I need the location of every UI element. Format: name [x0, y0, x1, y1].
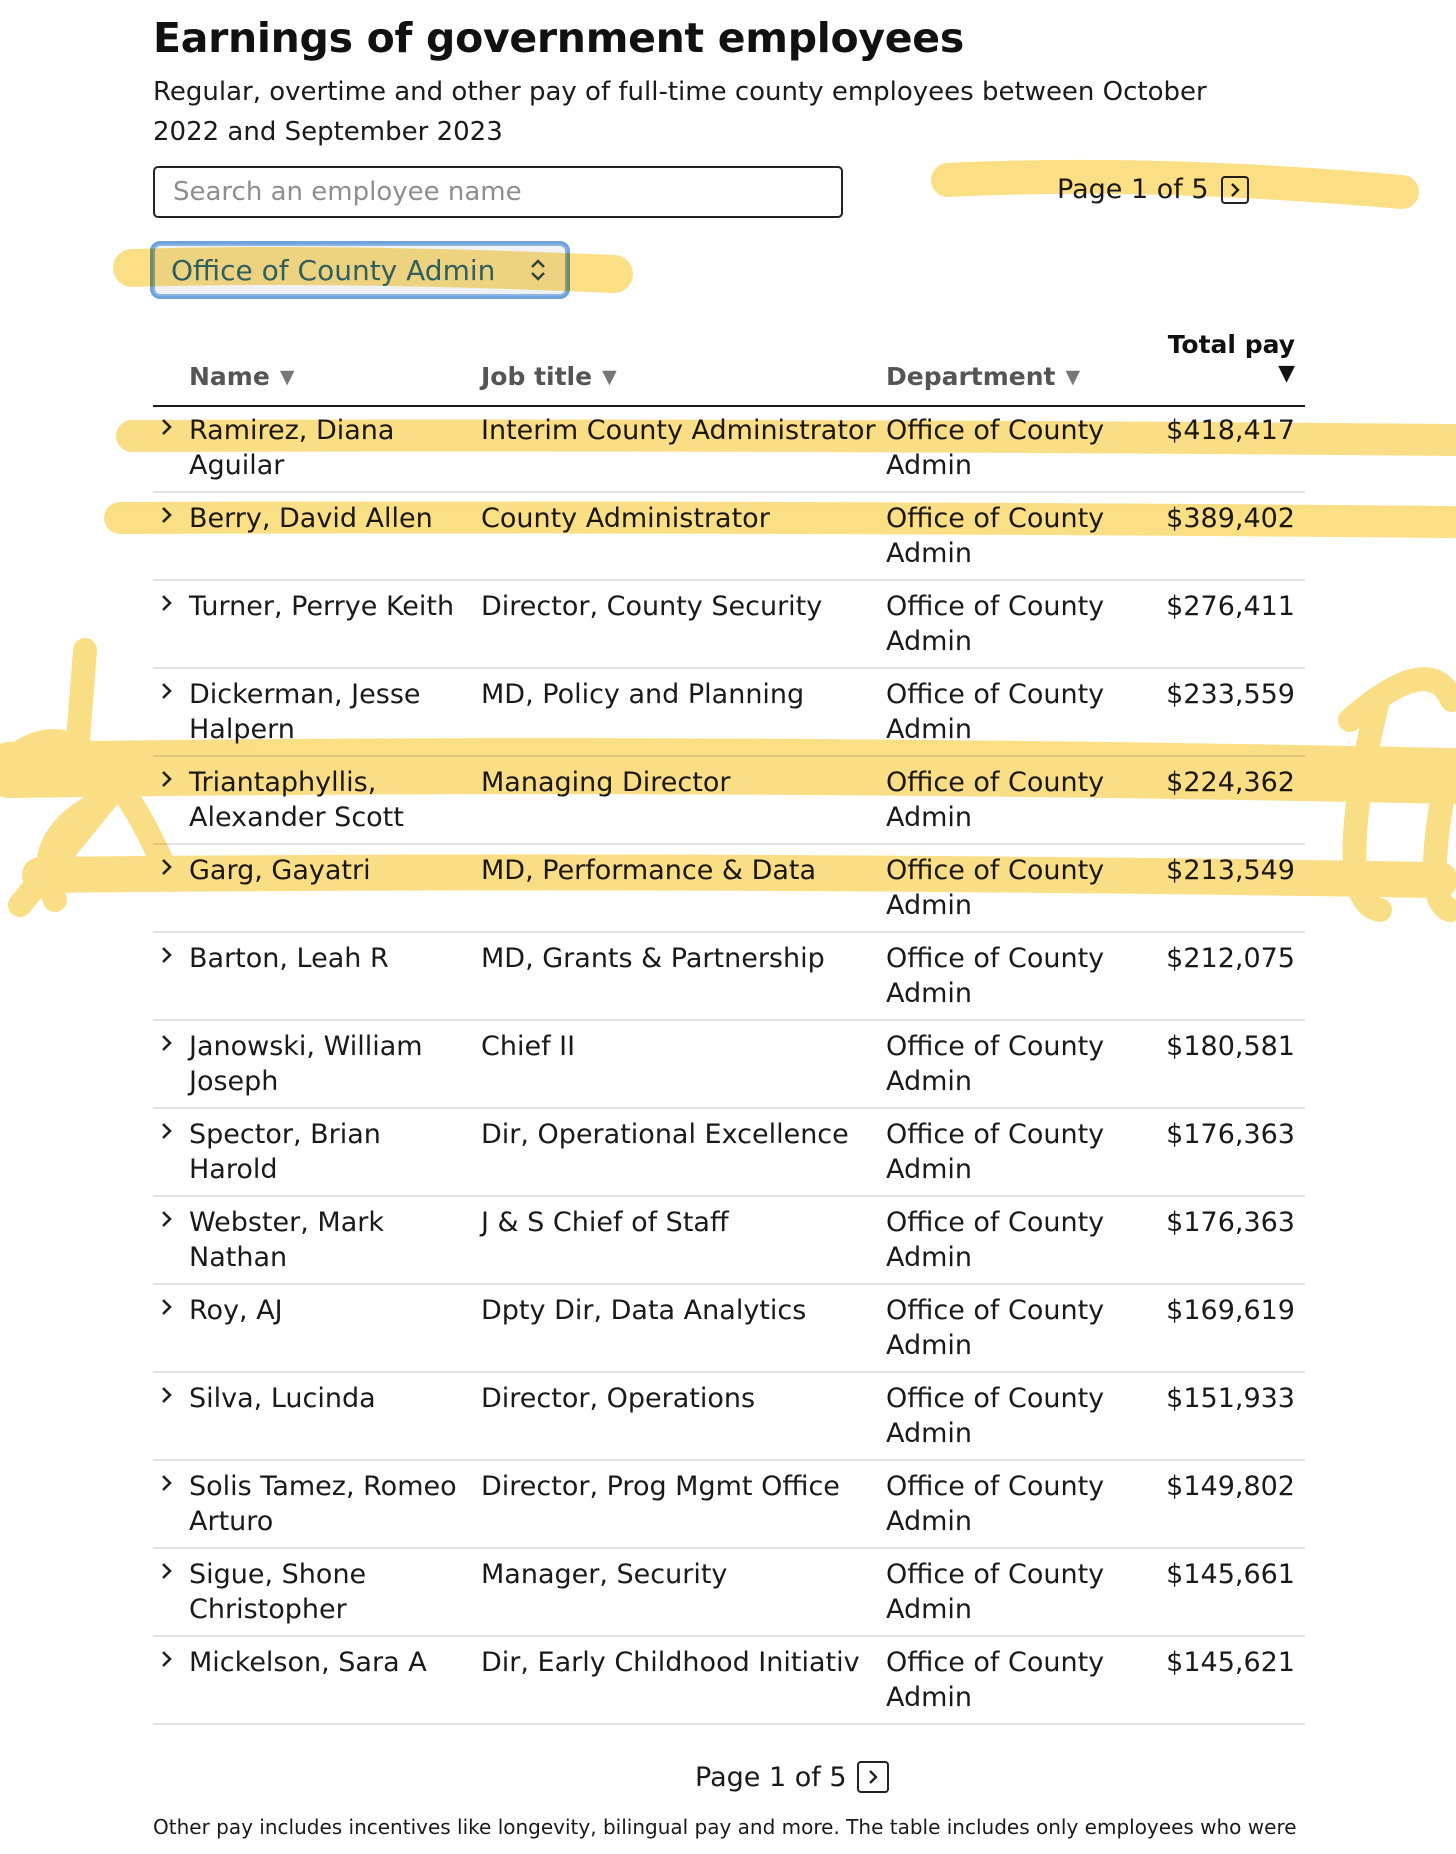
chevron-right-icon: [1228, 182, 1242, 198]
chevron-right-icon[interactable]: [159, 1473, 175, 1493]
job-title: Dpty Dir, Data Analytics: [481, 1295, 807, 1326]
table-row[interactable]: [153, 1549, 1305, 1637]
table-row[interactable]: [153, 933, 1305, 1021]
table-row[interactable]: [153, 757, 1305, 845]
chevron-right-icon: [866, 1769, 880, 1785]
column-header-department-label: Department: [886, 362, 1056, 391]
next-page-button[interactable]: [1221, 176, 1249, 204]
job-title: Dir, Operational Excellence: [481, 1119, 849, 1150]
table-row[interactable]: [153, 669, 1305, 757]
department: Office of County Admin: [886, 855, 1105, 921]
job-title: Director, Prog Mgmt Office: [481, 1471, 840, 1502]
total-pay: $169,619: [1166, 1295, 1295, 1326]
department: Office of County Admin: [886, 1295, 1105, 1361]
department: Office of County Admin: [886, 1119, 1105, 1185]
employee-name: Ramirez, Diana Aguilar: [189, 415, 395, 481]
table-header: [153, 320, 1305, 407]
chevron-right-icon[interactable]: [159, 857, 175, 877]
department-select[interactable]: [153, 244, 567, 296]
pagination-top: [1057, 174, 1249, 205]
job-title: J & S Chief of Staff: [481, 1207, 729, 1238]
chevron-right-icon[interactable]: [159, 1385, 175, 1405]
column-header-department[interactable]: [886, 362, 1080, 391]
total-pay: $145,661: [1166, 1559, 1295, 1590]
employee-name: Silva, Lucinda: [189, 1383, 376, 1414]
chevron-right-icon[interactable]: [159, 1561, 175, 1581]
table-row[interactable]: [153, 845, 1305, 933]
employee-name: Garg, Gayatri: [189, 855, 371, 886]
table-row[interactable]: [153, 1461, 1305, 1549]
column-header-name-label: Name: [189, 362, 270, 391]
column-header-job-title-label: Job title: [481, 362, 593, 391]
chevron-right-icon[interactable]: [159, 1297, 175, 1317]
employee-name: Webster, Mark Nathan: [189, 1207, 384, 1273]
job-title: Dir, Early Childhood Initiativ: [481, 1647, 860, 1678]
total-pay: $151,933: [1166, 1383, 1295, 1414]
total-pay: $213,549: [1166, 855, 1295, 886]
job-title: Manager, Security: [481, 1559, 728, 1590]
page-indicator: Page 1 of 5: [695, 1761, 847, 1793]
sort-triangle-icon: ▼: [602, 365, 617, 388]
chevron-right-icon[interactable]: [159, 417, 175, 437]
department: Office of County Admin: [886, 943, 1105, 1009]
job-title: County Administrator: [481, 503, 770, 534]
column-header-total-pay-label: Total pay: [1167, 330, 1295, 359]
department: Office of County Admin: [886, 591, 1105, 657]
chevron-right-icon[interactable]: [159, 1121, 175, 1141]
sort-triangle-icon: ▼: [1065, 365, 1081, 388]
department: Office of County Admin: [886, 767, 1105, 833]
employee-name: Sigue, Shone Christopher: [189, 1559, 367, 1625]
chevron-right-icon[interactable]: [159, 1209, 175, 1229]
employee-name: Solis Tamez, Romeo Arturo: [189, 1471, 457, 1537]
employee-name: Berry, David Allen: [189, 503, 433, 534]
column-header-name[interactable]: [189, 362, 294, 391]
pagination-bottom: [695, 1761, 889, 1793]
column-header-total-pay[interactable]: [1168, 330, 1295, 386]
table-row[interactable]: [153, 1373, 1305, 1461]
table-row[interactable]: [153, 1021, 1305, 1109]
page-indicator: Page 1 of 5: [1057, 174, 1209, 205]
chevron-right-icon[interactable]: [159, 769, 175, 789]
job-title: Interim County Administrator: [481, 415, 876, 446]
employee-name: Mickelson, Sara A: [189, 1647, 427, 1678]
table-row[interactable]: [153, 1109, 1305, 1197]
page-title: Earnings of government employees: [153, 14, 964, 62]
total-pay: $276,411: [1166, 591, 1295, 622]
employee-name: Janowski, William Joseph: [189, 1031, 423, 1097]
updown-chevron-icon: [527, 257, 549, 283]
department-select-value: Office of County Admin: [171, 253, 496, 287]
employee-name: Spector, Brian Harold: [189, 1119, 381, 1185]
column-header-job-title[interactable]: [481, 362, 617, 391]
job-title: MD, Grants & Partnership: [481, 943, 825, 974]
total-pay: $149,802: [1166, 1471, 1295, 1502]
total-pay: $418,417: [1166, 415, 1295, 446]
employee-name: Roy, AJ: [189, 1295, 283, 1326]
highlight-scribble-right: [1350, 679, 1452, 910]
chevron-right-icon[interactable]: [159, 1033, 175, 1053]
employee-name: Turner, Perrye Keith: [189, 591, 455, 622]
employee-name: Dickerman, Jesse Halpern: [189, 679, 421, 745]
table-row[interactable]: [153, 1197, 1305, 1285]
department: Office of County Admin: [886, 1383, 1105, 1449]
footnote: Other pay includes incentives like longevity, bilingual pay and more. The table includes only employees who were: [153, 1815, 1297, 1839]
employee-name: Triantaphyllis, Alexander Scott: [189, 767, 404, 833]
chevron-right-icon[interactable]: [159, 945, 175, 965]
table-row[interactable]: [153, 581, 1305, 669]
job-title: Managing Director: [481, 767, 731, 798]
department: Office of County Admin: [886, 1559, 1105, 1625]
table-row[interactable]: [153, 1637, 1305, 1725]
job-title: MD, Policy and Planning: [481, 679, 805, 710]
total-pay: $176,363: [1166, 1119, 1295, 1150]
highlight-scribble-left: [10, 650, 170, 905]
chevron-right-icon[interactable]: [159, 505, 175, 525]
table-row[interactable]: [153, 493, 1305, 581]
department: Office of County Admin: [886, 503, 1105, 569]
department: Office of County Admin: [886, 1471, 1105, 1537]
employee-name: Barton, Leah R: [189, 943, 389, 974]
chevron-right-icon[interactable]: [159, 1649, 175, 1669]
job-title: Director, County Security: [481, 591, 823, 622]
total-pay: $212,075: [1166, 943, 1295, 974]
total-pay: $176,363: [1166, 1207, 1295, 1238]
chevron-right-icon[interactable]: [159, 593, 175, 613]
total-pay: $233,559: [1166, 679, 1295, 710]
table-row[interactable]: [153, 1285, 1305, 1373]
department: Office of County Admin: [886, 1207, 1105, 1273]
total-pay: $180,581: [1166, 1031, 1295, 1062]
page-subtitle: Regular, overtime and other pay of full-time county employees between October 2022 and September 2023: [153, 77, 1207, 147]
table-row[interactable]: [153, 405, 1305, 493]
sort-triangle-icon: ▼: [279, 365, 295, 388]
department: Office of County Admin: [886, 1647, 1105, 1713]
next-page-button[interactable]: [857, 1761, 889, 1793]
total-pay: $389,402: [1166, 503, 1295, 534]
job-title: MD, Performance & Data: [481, 855, 817, 886]
chevron-right-icon[interactable]: [159, 681, 175, 701]
total-pay: $224,362: [1166, 767, 1295, 798]
job-title: Director, Operations: [481, 1383, 756, 1414]
department: Office of County Admin: [886, 679, 1105, 745]
total-pay: $145,621: [1166, 1647, 1295, 1678]
employee-search-input[interactable]: [153, 166, 843, 218]
department: Office of County Admin: [886, 1031, 1105, 1097]
job-title: Chief II: [481, 1031, 576, 1062]
department: Office of County Admin: [886, 415, 1105, 481]
sort-triangle-active-icon: ▼: [1278, 361, 1295, 386]
